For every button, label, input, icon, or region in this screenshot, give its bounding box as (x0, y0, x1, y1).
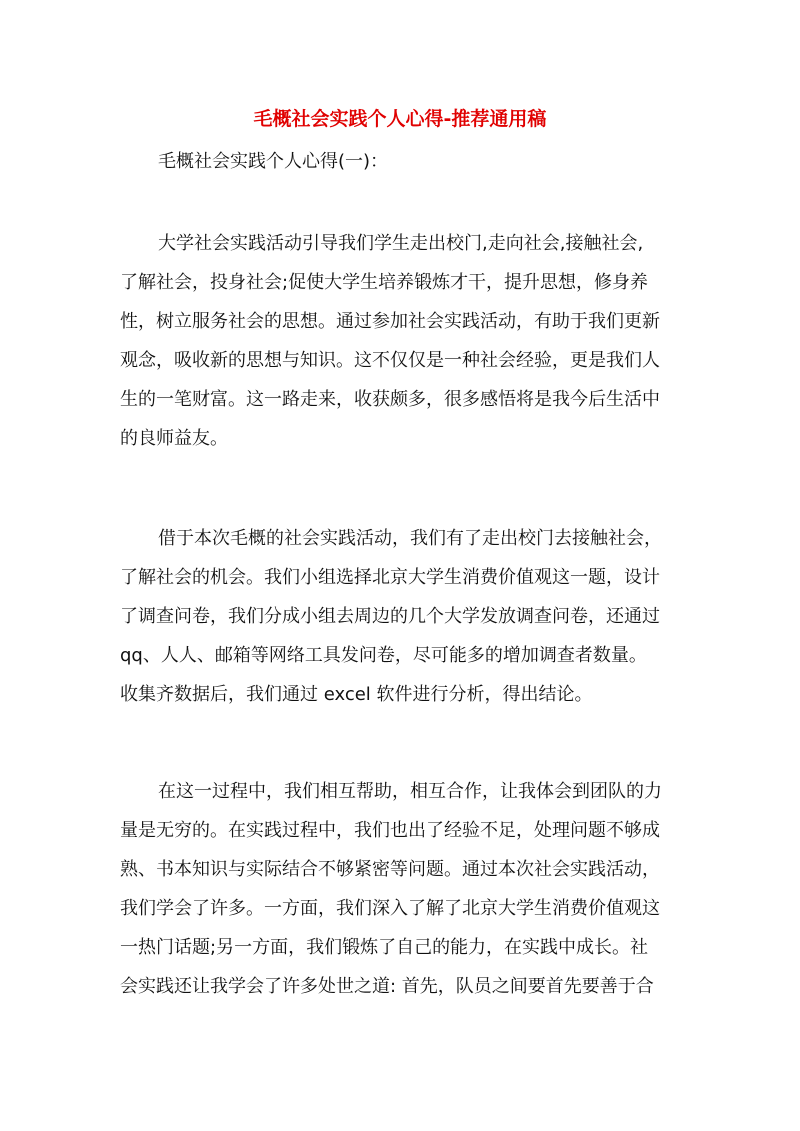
paragraph-1 (120, 224, 692, 458)
paragraph-line: 了解社会的机会。我们小组选择北京大学生消费价值观这一题，设计 (120, 567, 660, 588)
paragraph-line: 在这一过程中，我们相互帮助，相互合作，让我体会到团队的力 (158, 781, 662, 802)
document-title: 毛概社会实践个人心得-推荐通用稿 (253, 108, 547, 130)
paragraph-line: 我们学会了许多。一方面，我们深入了解了北京大学生消费价值观这 (120, 898, 660, 919)
paragraph-line: 量是无穷的。在实践过程中，我们也出了经验不足，处理问题不够成 (120, 820, 660, 841)
paragraph-line: 观念，吸收新的思想与知识。这不仅仅是一种社会经验，更是我们人 (120, 350, 660, 371)
paragraph-line: 借于本次毛概的社会实践活动，我们有了走出校门去接触社会， (158, 528, 662, 549)
paragraph-3 (120, 772, 692, 1006)
paragraph-line: 收集齐数据后，我们通过 excel 软件进行分析，得出结论。 (120, 684, 593, 705)
paragraph-line: 一热门话题;另一方面，我们锻炼了自己的能力，在实践中成长。社 (120, 937, 649, 958)
paragraph-line: 了调查问卷，我们分成小组去周边的几个大学发放调查问卷，还通过 (120, 606, 660, 627)
paragraph-line: qq、人人、邮箱等网络工具发问卷，尽可能多的增加调查者数量。 (120, 645, 647, 666)
paragraph-line: 会实践还让我学会了许多处世之道: 首先，队员之间要首先要善于合 (120, 976, 654, 997)
paragraph-line: 性，树立服务社会的思想。通过参加社会实践活动，有助于我们更新 (120, 311, 660, 332)
paragraph-2 (120, 519, 692, 714)
paragraph-line: 了解社会，投身社会;促使大学生培养锻炼才干，提升思想，修身养 (120, 272, 649, 293)
paragraph-line: 熟、书本知识与实际结合不够紧密等问题。通过本次社会实践活动， (120, 859, 660, 880)
document-subtitle: 毛概社会实践个人心得(一)： (158, 151, 389, 172)
paragraph-line: 的良师益友。 (120, 428, 228, 449)
paragraph-line: 大学社会实践活动引导我们学生走出校门,走向社会,接触社会, (158, 233, 644, 254)
paragraph-line: 生的一笔财富。这一路走来，收获颇多，很多感悟将是我今后生活中 (120, 389, 660, 410)
